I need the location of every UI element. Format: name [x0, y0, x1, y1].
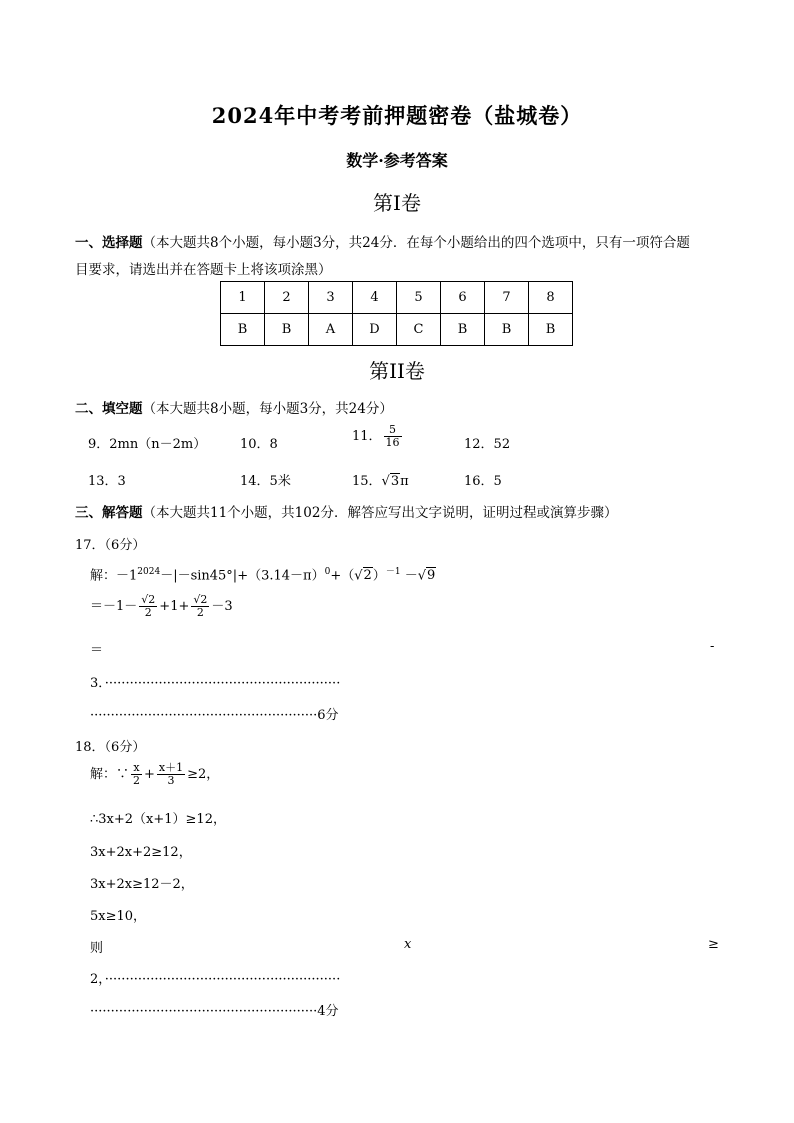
radicand: 9	[427, 568, 436, 584]
table-cell: D	[353, 314, 397, 346]
text: －|－sin45°|+（3.14－π）	[160, 568, 325, 584]
section-3-heading: 三、解答题	[75, 505, 143, 521]
q18-line-1	[90, 762, 219, 787]
q18-label: 18．（6分）	[75, 740, 146, 755]
q17-line-1: 解：$-1^{2024}-|-\sin 45^\circ|+(3.14-\pi)^0+(√2)^{-1} -√9$	[90, 567, 436, 584]
exponent: 2024	[137, 567, 161, 577]
page-title: 2024年中考考前押题密卷（盐城卷）	[211, 103, 583, 128]
text: +（	[330, 568, 355, 584]
answer-table	[220, 281, 573, 346]
exponent: 0	[324, 567, 331, 577]
table-cell: B	[441, 314, 485, 346]
text: +	[144, 767, 155, 783]
text: 解：－1	[90, 568, 138, 584]
q18-then: 则	[90, 941, 104, 956]
q11-label: 11．	[352, 429, 382, 445]
section-3-desc: （本大题共11个小题，共102分．解答应写出文字说明，证明过程或演算步骤）	[142, 505, 618, 521]
q17-minus: -	[710, 639, 715, 654]
text: ＝－1－	[90, 599, 138, 615]
table-cell: B	[529, 314, 573, 346]
fraction	[139, 594, 157, 619]
volume-two-heading: 第II卷	[369, 359, 425, 383]
q18-variable-x: x	[404, 937, 412, 952]
result-value: 3．	[90, 676, 105, 691]
denominator: 2	[196, 606, 204, 620]
text: 解：∵	[90, 767, 130, 783]
section-2-desc: （本大题共8小题，每小题3分，共24分）	[142, 401, 393, 417]
answer-q10: 10．8	[240, 437, 278, 452]
table-cell: 6	[441, 282, 485, 314]
q17-equals: ＝	[90, 643, 104, 658]
answer-table-answer-row	[221, 314, 573, 346]
fraction	[191, 594, 209, 619]
section-2-line	[75, 397, 393, 417]
section-1-heading: 一、选择题	[75, 235, 143, 251]
table-cell: 4	[353, 282, 397, 314]
leader-dots: ·························································	[104, 972, 341, 987]
text: －	[404, 568, 418, 584]
leader-dots: ·························································	[104, 676, 341, 691]
numerator: x	[131, 762, 142, 775]
q17-line-2	[90, 594, 233, 619]
table-cell: 5	[397, 282, 441, 314]
table-cell: B	[485, 314, 529, 346]
denominator: 2	[133, 774, 141, 788]
fraction	[157, 762, 185, 787]
table-cell: 1	[221, 282, 265, 314]
answer-q16: 16．5	[464, 474, 502, 489]
answer-q12: 12．52	[464, 437, 511, 452]
volume-one-heading: 第Ⅰ卷	[373, 191, 421, 215]
text: ）	[372, 568, 386, 584]
table-cell: A	[309, 314, 353, 346]
q18-ge-sign: ≥	[708, 937, 719, 952]
numerator: √2	[141, 593, 156, 606]
numerator: x＋1	[158, 761, 184, 774]
leader-dots: ·······················································	[90, 708, 318, 723]
table-cell: 2	[265, 282, 309, 314]
numerator: √2	[193, 593, 208, 606]
q18-line-4: 3x+2x≥12－2，	[90, 877, 194, 892]
q18-line-5: 5x≥10，	[90, 909, 147, 924]
table-cell: C	[397, 314, 441, 346]
q18-score-line	[90, 1000, 339, 1019]
q17-score-line	[90, 704, 339, 723]
leader-dots: ·······················································	[90, 1004, 318, 1019]
numerator: 5	[384, 424, 402, 437]
fraction	[384, 424, 402, 449]
q18-line-3: 3x+2x+2≥12，	[90, 845, 192, 860]
radicand: 2	[363, 568, 372, 584]
q17-result-line	[90, 672, 340, 691]
section-3-line	[75, 501, 617, 521]
table-cell: 8	[529, 282, 573, 314]
section-1-desc-2: 目要求，请选出并在答题卡上将该项涂黑）	[75, 262, 332, 278]
denominator: 16	[385, 436, 400, 450]
score: 4分	[317, 1004, 339, 1019]
denominator: 2	[144, 606, 152, 620]
q18-result-line	[90, 968, 340, 987]
text: ≥2，	[187, 767, 220, 783]
table-cell: 7	[485, 282, 529, 314]
table-cell: 3	[309, 282, 353, 314]
text: －3	[211, 599, 233, 615]
table-cell: B	[221, 314, 265, 346]
denominator: 3	[167, 774, 175, 788]
result-value: 2，	[90, 972, 105, 987]
exponent: －1	[385, 567, 401, 577]
q15-label: 15．	[352, 474, 382, 489]
fraction	[131, 762, 142, 787]
pi-symbol: π	[400, 474, 409, 489]
section-1-line-1	[75, 231, 690, 251]
answer-q11	[352, 424, 404, 449]
q17-label: 17．（6分）	[75, 538, 146, 553]
section-2-heading: 二、填空题	[75, 401, 143, 417]
table-cell: B	[265, 314, 309, 346]
section-1-desc-1: （本大题共8个小题，每小题3分，共24分．在每个小题给出的四个选项中，只有一项符合题	[142, 235, 690, 251]
page-subtitle: 数学·参考答案	[346, 151, 448, 170]
text: +1+	[159, 599, 190, 615]
radicand: 3	[390, 474, 400, 489]
answer-q13: 13．3	[88, 474, 126, 489]
answer-table-number-row	[221, 282, 573, 314]
answer-q15: 15．√3π	[352, 474, 409, 489]
answer-q14: 14．5米	[240, 474, 291, 489]
answer-q9: 9．2mn（n－2m）	[88, 437, 207, 452]
score: 6分	[317, 708, 339, 723]
q18-line-2: ∴3x+2（x+1）≥12，	[90, 812, 226, 827]
